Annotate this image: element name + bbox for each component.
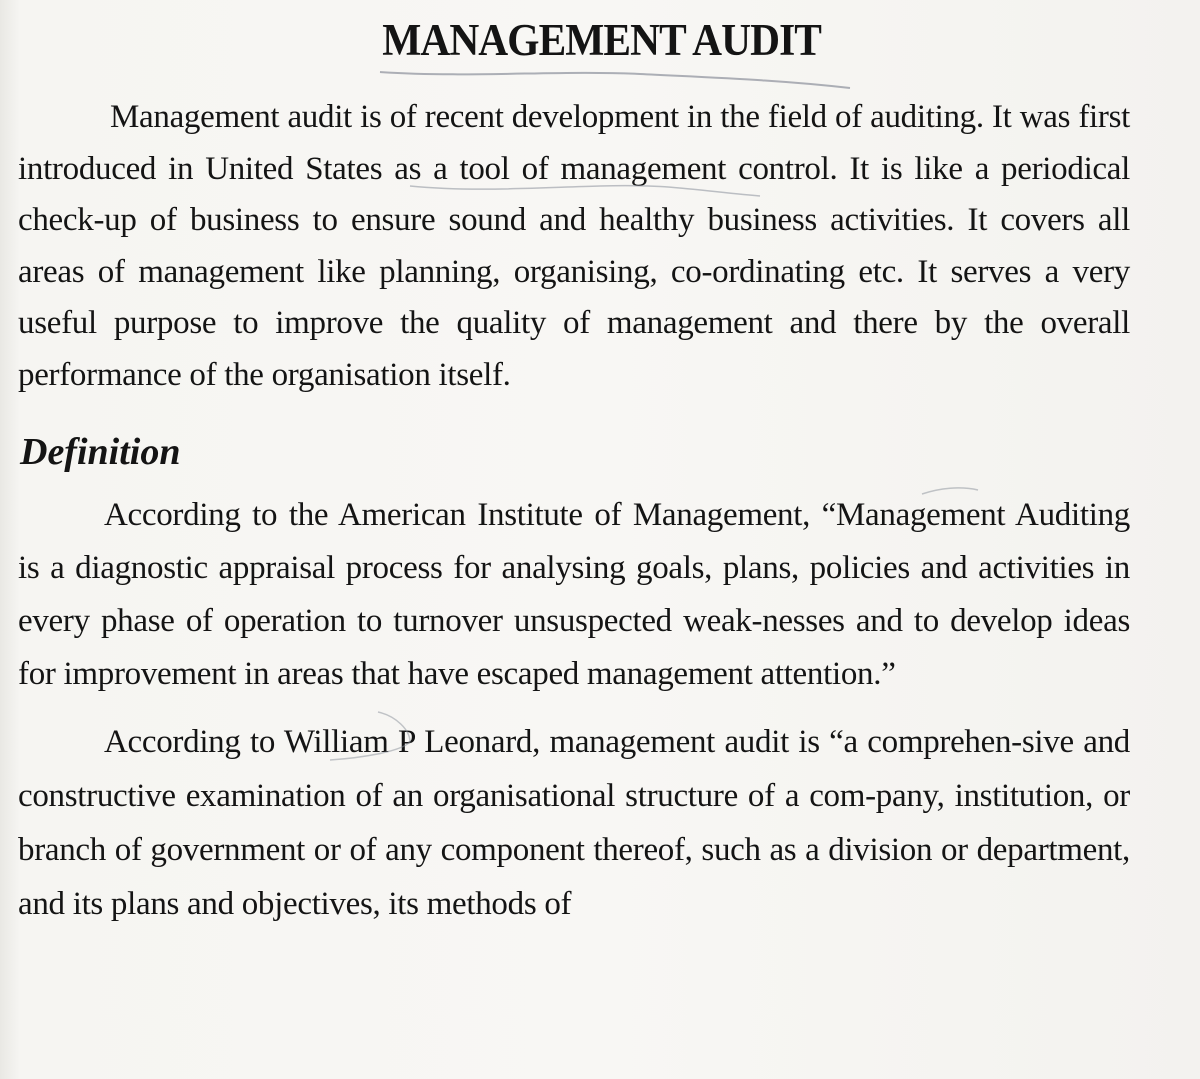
intro-paragraph: Management audit is of recent development in the field of auditing. It was first introduced in United States as a tool of management control. It is like a periodical check-up of business to ensure sound and healthy business activities. It covers all areas of management like planning, organising, co-ordinating etc. It serves a very useful purpose to improve the quality of management and there by the overall performance of the organisation itself. bbox=[18, 99, 1130, 393]
page-title: MANAGEMENT AUDIT bbox=[382, 15, 822, 65]
section-heading-definition: Definition bbox=[20, 431, 181, 473]
definition-paragraph-leonard: According to William P Leonard, management audit is “a comprehen-sive and constructive examination of an organisational structure of a com-pany, institution, or branch of government or of any component thereof, such as a division or department, and its plans and objectives, its methods of bbox=[18, 724, 1130, 922]
definition-paragraph-aim: According to the American Institute of Management, “Management Auditing is a diagnostic appraisal process for analysing goals, plans, policies and activities in every phase of operation to turnover unsuspected weak-nesses and to develop ideas for improvement in areas that have escaped management attention.” bbox=[18, 497, 1130, 692]
page-content bbox=[18, 10, 1130, 931]
